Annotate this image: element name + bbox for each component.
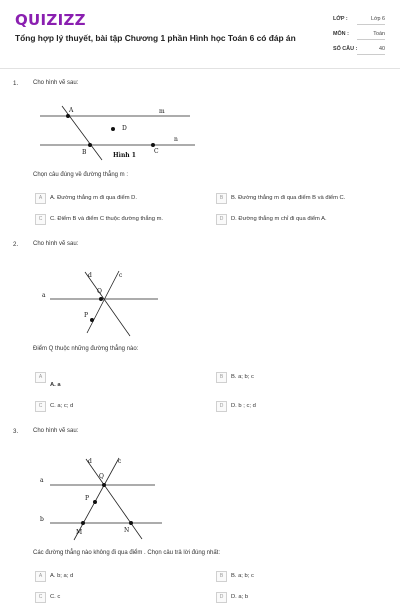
label-P: P [84, 312, 89, 319]
label-a: a [42, 292, 46, 299]
question-1-prompt: Cho hình vẽ sau: [33, 80, 79, 86]
label-c: c [118, 458, 122, 465]
quizizz-logo[interactable]: QUIZIZZ [15, 11, 86, 29]
label-D: D [122, 125, 127, 132]
option-text: A. b; a; d [50, 572, 74, 579]
point-M [81, 521, 85, 525]
label-m: m [159, 108, 165, 115]
option-text: A. a [50, 382, 61, 388]
point-Q [102, 483, 106, 487]
option-text: D. b ; c; d [231, 402, 256, 409]
line-c [74, 458, 119, 540]
option-key-box: D [216, 592, 227, 603]
question-3-prompt: Cho hình vẽ sau: [33, 428, 79, 434]
option-text: C. a; c; d [50, 402, 74, 409]
label-P: P [85, 495, 90, 502]
meta-grade-label: LỚP : [333, 16, 348, 22]
option-text: C. c [50, 593, 61, 600]
option-key-box: A [35, 193, 46, 204]
label-d: d [88, 272, 92, 279]
point-N [129, 521, 133, 525]
option-text: A. Đường thẳng m đi qua điểm D. [50, 194, 137, 201]
label-M: M [76, 529, 83, 536]
label-Q: Q [97, 288, 102, 295]
option-text: B. a; b; c [231, 373, 254, 380]
option-key-box: C [35, 401, 46, 412]
option-key-box: B [216, 372, 227, 383]
option-key-box: A [35, 372, 46, 383]
label-B: B [82, 149, 87, 156]
meta-count-label: SỐ CÂU : [333, 46, 358, 52]
meta-grade-value: Lớp 6 [357, 16, 385, 25]
option-key-box: C [35, 214, 46, 225]
option-key-box: B [216, 193, 227, 204]
option-text: D. Đường thẳng m chỉ đi qua điểm A. [231, 215, 327, 222]
label-A: A [69, 107, 74, 114]
meta-count-value: 40 [357, 46, 385, 55]
meta-subject-label: MÔN : [333, 31, 349, 37]
line-d [86, 459, 142, 539]
figure-1-caption: Hình 1 [113, 152, 136, 159]
question-1-instruction: Chọn câu đúng về đường thẳng m : [33, 172, 129, 178]
label-n: n [174, 136, 178, 143]
question-3-number: 3. [13, 428, 19, 435]
option-text: C. Điểm B và điểm C thuộc đường thẳng m. [50, 215, 164, 222]
label-C: C [154, 148, 159, 155]
question-2-number: 2. [13, 241, 19, 248]
label-N: N [124, 527, 130, 534]
option-key-box: B [216, 571, 227, 582]
option-key-box: C [35, 592, 46, 603]
option-key-box: A [35, 571, 46, 582]
question-1-number: 1. [13, 80, 19, 87]
option-text: D. a; b [231, 593, 249, 600]
question-3-instruction: Các đường thẳng nào không đi qua điểm . Chọn câu trả lời đúng nhất: [33, 550, 221, 556]
meta-subject-value: Toán [357, 31, 385, 40]
question-2-prompt: Cho hình vẽ sau: [33, 241, 79, 247]
label-c: c [119, 272, 123, 279]
point-P [93, 500, 97, 504]
option-text: B. a; b; c [231, 572, 254, 579]
option-key-box: D [216, 214, 227, 225]
label-Q: Q [99, 473, 104, 480]
question-2-instruction: Điểm Q thuộc những đường thẳng nào: [33, 346, 139, 352]
option-text: B. Đường thẳng m đi qua điểm B và điểm C. [231, 194, 346, 201]
option-key-box: D [216, 401, 227, 412]
label-d: d [88, 458, 92, 465]
label-b: b [40, 516, 44, 523]
label-a: a [40, 477, 44, 484]
worksheet-title: Tổng hợp lý thuyết, bài tập Chương 1 phần Hình học Toán 6 có đáp án [15, 33, 296, 43]
